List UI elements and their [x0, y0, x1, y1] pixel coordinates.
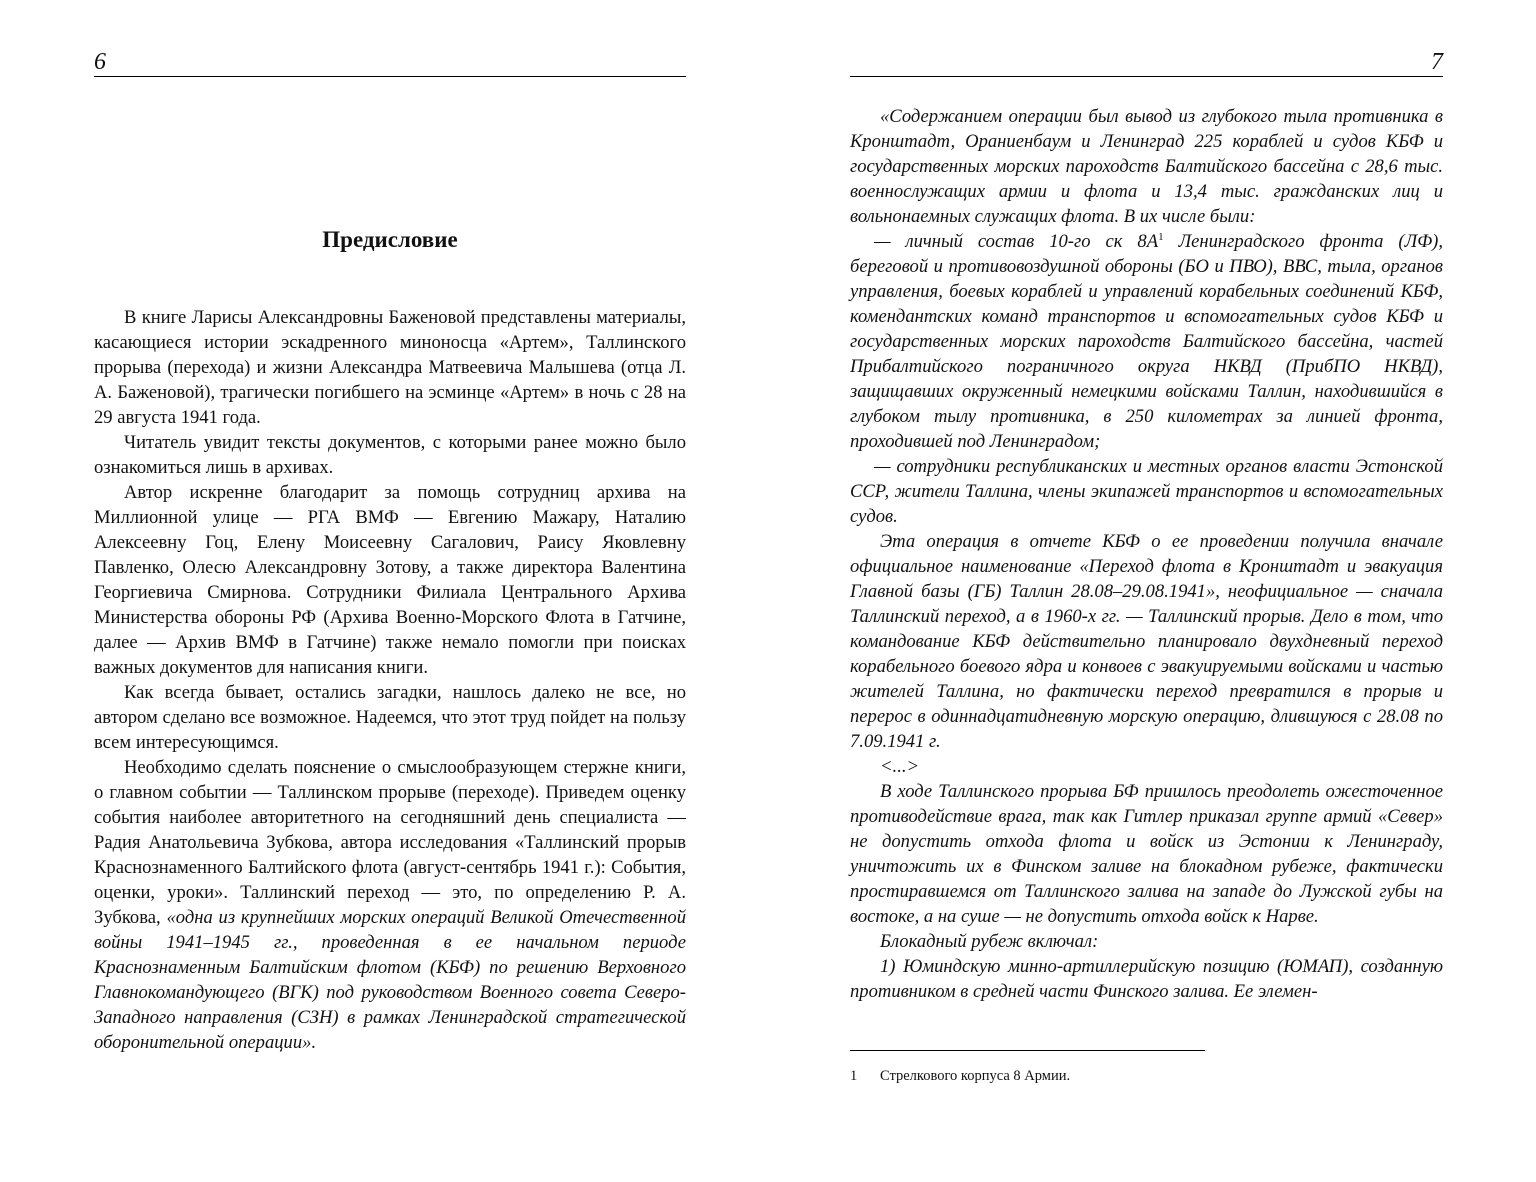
footnote-reference[interactable]: 1 [1158, 230, 1164, 243]
paragraph: В ходе Таллинского прорыва БФ пришлось преодолеть ожесточенное противодействие врага, так как Гитлер приказал группе армий «Север» не допустить отхода флота и войск из Эстонии к Ленинграду, уничтожить их в Финском заливе на блокадном рубеже, фактически простиравшемся от Таллинского залива на западе до Лужской губы на востоке, а на суше — не допустить отхода войск к Нарве. [850, 781, 1443, 927]
chapter-title: Предисловие [322, 227, 458, 252]
paragraph: Автор искренне благодарит за помощь сотрудниц архива на Миллионной улице — РГА ВМФ — Евгению Мажару, Наталию Алексеевну Гоц, Елену Моисеевну Сагалович, Раису Яковлевну Павленко, Олесю Александровну Зотову, а также директора Валентина Георгиевича Смирнова. Сотрудники Филиала Центрального Архива Министерства обороны РФ (Архива Военно-Морского Флота в Гатчине, далее — Архив ВМФ в Гатчине) также немало помогли при поисках важных документов для написания книги. [94, 482, 686, 678]
footnote-text: Стрелкового корпуса 8 Армии. [880, 1068, 1071, 1084]
ellipsis-marker: <...> [880, 756, 920, 777]
footnote [850, 1066, 1070, 1086]
paragraph-text: Необходимо сделать пояснение о смыслообразующем стержне книги, о главном событии — Таллинском прорыве (переходе). Приведем оценку события наиболее авторитетного на сегодняшний день специалиста — Радия Анатольевича Зубкова, автора исследования «Таллинский прорыв Краснознаменного Балтийского флота (август-сентябрь 1941 г.): События, оценки, уроки». Таллинский переход — это, по определению Р. А. Зубкова, [94, 757, 686, 928]
right-page-body [850, 104, 1443, 1004]
dash-item: — сотрудники республиканских и местных органов власти Эстонской ССР, жители Таллина, члены экипажей транспортов и вспомогательных судов. [850, 456, 1443, 527]
footnote-divider [850, 1050, 1205, 1051]
paragraph: Читатель увидит тексты документов, с которыми ранее можно было ознакомиться лишь в архивах. [94, 432, 686, 478]
footnote-number: 1 [850, 1068, 858, 1084]
paragraph-with-quote [94, 755, 686, 1055]
paragraph: Блокадный рубеж включал: [880, 931, 1099, 952]
quote-text: «одна из крупнейших морских операций Великой Отечественной войны 1941–1945 гг., проведенная в ее начальном периоде Краснознаменным Балтийским флотом (КБФ) по решению Верховного Главнокомандующего (ВГК) под руководством Военного совета Северо-Западного направления (СЗН) в рамках Ленинградской стратегической оборонительной операции». [94, 907, 687, 1053]
dash-item-text: — личный состав 10-го ск 8А [874, 231, 1159, 252]
left-page-header [94, 48, 686, 77]
paragraph: «Содержанием операции был вывод из глубокого тыла противника в Кронштадт, Ораниенбаум и Ленинград 225 кораблей и судов КБФ и государственных морских пароходств Балтийского бассейна с 28,6 тыс. военнослужащих армии и флота и 13,4 тыс. гражданских лиц и вольнонаемных служащих флота. В их числе были: [850, 106, 1443, 227]
right-page-header [850, 48, 1443, 77]
paragraph: 1) Юминдскую минно-артиллерийскую позицию (ЮМАП), созданную противником в средней части Финского залива. Ее элемен- [850, 956, 1443, 1002]
left-page-number: 6 [94, 49, 106, 75]
right-page-number: 7 [1431, 49, 1443, 75]
paragraph: Эта операция в отчете КБФ о ее проведении получила вначале официальное наименование «Переход флота в Кронштадт и эвакуация Главной базы (ГБ) Таллин 28.08–29.08.1941», неофициальное — сначала Таллинский переход, а в 1960-х гг. — Таллинский прорыв. Дело в том, что командование КБФ действительно планировало двухдневный переход корабельного боевого ядра и конвоев с эвакуируемыми войсками и частью жителей Таллина, но фактически переход превратился в прорыв и перерос в одиннадцатидневную морскую операцию, длившуюся с 28.08 по 7.09.1941 г. [850, 531, 1443, 752]
left-page-body [94, 305, 686, 1055]
dash-item-text: Ленинградского фронта (ЛФ), береговой и противовоздушной обороны (БО и ПВО), ВВС, тыла, органов управления, боевых кораблей и управлений корабельных соединений КБФ, комендантских команд транспортов и вспомогательных судов КБФ и государственных морских пароходств Балтийского бассейна, частей Прибалтийского пограничного округа НКВД (ПрибПО НКВД), защищавших окруженный немецкими войсками Таллин, находившийся в глубоком тылу противника, в 250 километрах за линией фронта, проходившей под Ленинградом; [850, 231, 1443, 452]
dash-item [850, 229, 1443, 454]
paragraph: В книге Ларисы Александровны Баженовой представлены материалы, касающиеся истории эскадренного миноносца «Артем», Таллинского прорыва (перехода) и жизни Александра Матвеевича Малышева (отца Л. А. Баженовой), трагически погибшего на эсминце «Артем» в ночь с 28 на 29 августа 1941 года. [94, 307, 686, 428]
paragraph: Как всегда бывает, остались загадки, нашлось далеко не все, но автором сделано все возможное. Надеемся, что этот труд пойдет на пользу всем интересующимся. [94, 682, 686, 753]
